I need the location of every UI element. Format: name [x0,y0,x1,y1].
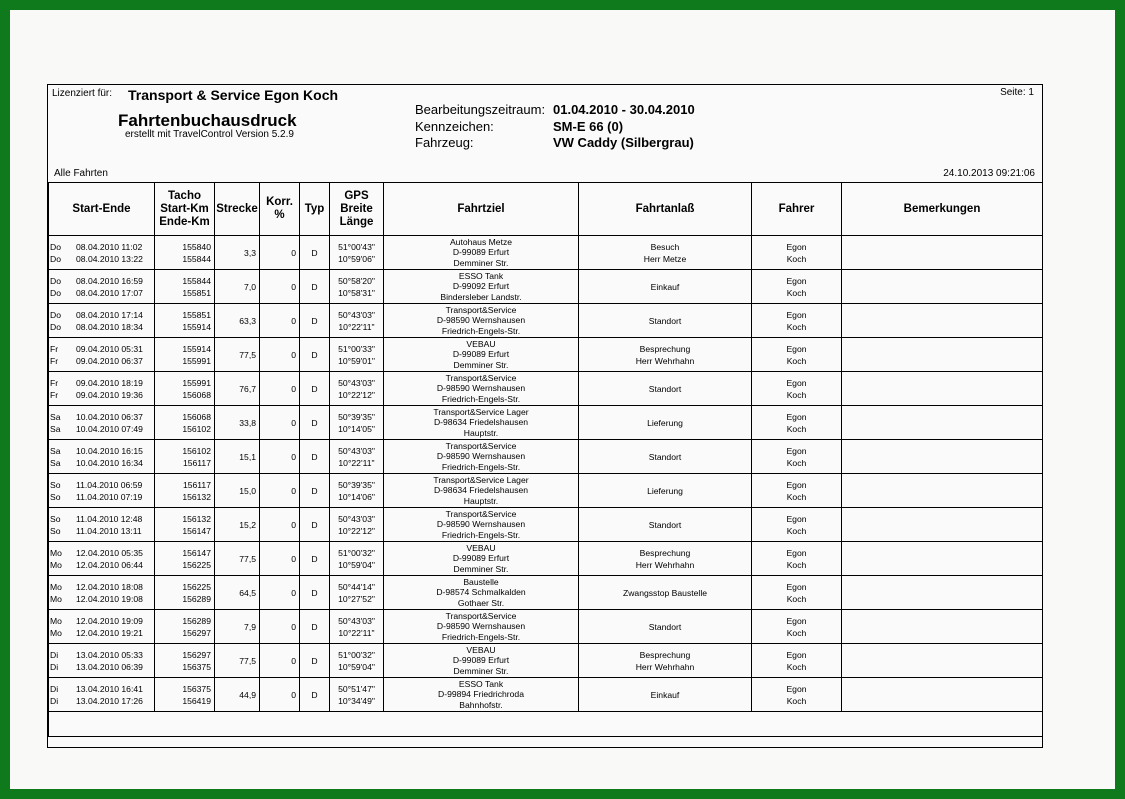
cell-purpose: Zwangsstop Baustelle [579,576,752,610]
cell-gps: 51°00'43" 10°59'06" [330,236,384,270]
cell-type: D [300,508,330,542]
cell-gps: 50°58'20" 10°58'31" [330,270,384,304]
table-row [49,474,1043,508]
table-row [49,372,1043,406]
cell-driver: Egon Koch [752,304,842,338]
cell-korr: 0 [260,440,300,474]
table-row [49,440,1043,474]
licensed-label: Lizenziert für: [52,88,113,99]
col-driver: Fahrer [752,183,842,236]
cell-destination: VEBAU D-99089 Erfurt Demminer Str. [384,542,579,576]
cell-driver: Egon Koch [752,644,842,678]
cell-start-end: Di 13.04.2010 16:41 Di 13.04.2010 17:26 [49,678,155,712]
cell-type: D [300,610,330,644]
plate-label: Kennzeichen: [415,119,494,134]
cell-distance: 15,1 [215,440,260,474]
cell-tacho: 156102 156117 [155,440,215,474]
plate-value: SM-E 66 (0) [553,119,624,134]
cell-distance: 15,0 [215,474,260,508]
cell-driver: Egon Koch [752,610,842,644]
cell-remarks [842,678,1043,712]
cell-korr: 0 [260,610,300,644]
col-type: Typ [300,183,330,236]
cell-korr: 0 [260,542,300,576]
cell-driver: Egon Koch [752,576,842,610]
cell-destination: Transport&Service D-98590 Wernshausen Friedrich-Engels-Str. [384,440,579,474]
vehicle-value: VW Caddy (Silbergrau) [553,135,694,150]
cell-tacho: 156297 156375 [155,644,215,678]
cell-distance: 33,8 [215,406,260,440]
cell-driver: Egon Koch [752,236,842,270]
col-remarks: Bemerkungen [842,183,1043,236]
cell-driver: Egon Koch [752,542,842,576]
cell-remarks [842,304,1043,338]
cell-type: D [300,372,330,406]
cell-tacho: 156132 156147 [155,508,215,542]
cell-tacho: 156289 156297 [155,610,215,644]
cell-gps: 50°44'14" 10°27'52" [330,576,384,610]
cell-start-end: So 11.04.2010 06:59 So 11.04.2010 07:19 [49,474,155,508]
cell-distance: 7,9 [215,610,260,644]
cell-tacho: 155914 155991 [155,338,215,372]
cell-type: D [300,576,330,610]
cell-driver: Egon Koch [752,474,842,508]
version-note: erstellt mit TravelControl Version 5.2.9 [125,129,294,140]
cell-distance: 3,3 [215,236,260,270]
cell-destination: Autohaus Metze D-99089 Erfurt Demminer Str. [384,236,579,270]
cell-korr: 0 [260,372,300,406]
cell-destination: ESSO Tank D-99092 Erfurt Bindersleber Landstr. [384,270,579,304]
cell-purpose: Standort [579,610,752,644]
logbook-document [47,84,1043,748]
cell-destination: Transport&Service D-98590 Wernshausen Friedrich-Engels-Str. [384,372,579,406]
vehicle-label: Fahrzeug: [415,135,474,150]
cell-type: D [300,270,330,304]
cell-type: D [300,304,330,338]
table-row [49,508,1043,542]
cell-driver: Egon Koch [752,440,842,474]
cell-start-end: Fr 09.04.2010 05:31 Fr 09.04.2010 06:37 [49,338,155,372]
cell-destination: VEBAU D-99089 Erfurt Demminer Str. [384,644,579,678]
period-value: 01.04.2010 - 30.04.2010 [553,102,695,117]
cell-distance: 77,5 [215,542,260,576]
cell-purpose: Standort [579,508,752,542]
cell-korr: 0 [260,508,300,542]
cell-remarks [842,270,1043,304]
cell-tacho: 155991 156068 [155,372,215,406]
cell-purpose: Einkauf [579,678,752,712]
cell-remarks [842,406,1043,440]
cell-driver: Egon Koch [752,508,842,542]
cell-tacho: 156068 156102 [155,406,215,440]
cell-tacho: 155840 155844 [155,236,215,270]
table-row [49,576,1043,610]
cell-destination: Transport&Service Lager D-98634 Friedelshausen Hauptstr. [384,406,579,440]
cell-start-end: Do 08.04.2010 11:02 Do 08.04.2010 13:22 [49,236,155,270]
col-start-end: Start-Ende [49,183,155,236]
cell-remarks [842,338,1043,372]
cell-destination: Transport&Service D-98590 Wernshausen Friedrich-Engels-Str. [384,508,579,542]
cell-purpose: Einkauf [579,270,752,304]
table-row [49,304,1043,338]
cell-purpose: Lieferung [579,406,752,440]
col-destination: Fahrtziel [384,183,579,236]
cell-gps: 50°51'47" 10°34'49" [330,678,384,712]
cell-purpose: Standort [579,440,752,474]
cell-korr: 0 [260,576,300,610]
cell-remarks [842,542,1043,576]
cell-gps: 50°43'03" 10°22'12" [330,508,384,542]
cell-gps: 51°00'33" 10°59'01" [330,338,384,372]
cell-remarks [842,236,1043,270]
cell-gps: 50°39'35" 10°14'05" [330,406,384,440]
cell-start-end: Do 08.04.2010 16:59 Do 08.04.2010 17:07 [49,270,155,304]
cell-purpose: Besuch Herr Metze [579,236,752,270]
cell-distance: 7,0 [215,270,260,304]
cell-start-end: So 11.04.2010 12:48 So 11.04.2010 13:11 [49,508,155,542]
cell-start-end: Fr 09.04.2010 18:19 Fr 09.04.2010 19:36 [49,372,155,406]
cell-destination: Baustelle D-98574 Schmalkalden Gothaer Str. [384,576,579,610]
print-page [10,10,1115,789]
cell-type: D [300,236,330,270]
cell-purpose: Lieferung [579,474,752,508]
table-row [49,542,1043,576]
table-footer-row [49,712,1043,737]
table-row [49,338,1043,372]
cell-tacho: 155851 155914 [155,304,215,338]
cell-korr: 0 [260,644,300,678]
cell-purpose: Standort [579,372,752,406]
table-row [49,270,1043,304]
cell-korr: 0 [260,678,300,712]
cell-driver: Egon Koch [752,406,842,440]
cell-destination: Transport&Service D-98590 Wernshausen Friedrich-Engels-Str. [384,610,579,644]
cell-korr: 0 [260,236,300,270]
cell-gps: 50°43'03" 10°22'11" [330,440,384,474]
table-row [49,236,1043,270]
cell-distance: 77,5 [215,644,260,678]
cell-gps: 50°43'03" 10°22'12" [330,372,384,406]
cell-distance: 76,7 [215,372,260,406]
cell-destination: Transport&Service D-98590 Wernshausen Friedrich-Engels-Str. [384,304,579,338]
footer-cell [49,712,1043,737]
cell-start-end: Sa 10.04.2010 16:15 Sa 10.04.2010 16:34 [49,440,155,474]
cell-start-end: Mo 12.04.2010 18:08 Mo 12.04.2010 19:08 [49,576,155,610]
print-timestamp: 24.10.2013 09:21:06 [943,168,1035,179]
page-number: Seite: 1 [1000,87,1034,98]
period-label: Bearbeitungszeitraum: [415,102,546,117]
table-row [49,678,1043,712]
table-row [49,406,1043,440]
cell-distance: 64,5 [215,576,260,610]
cell-distance: 44,9 [215,678,260,712]
cell-start-end: Mo 12.04.2010 19:09 Mo 12.04.2010 19:21 [49,610,155,644]
table-header-row [49,183,1043,236]
trip-table [48,182,1043,737]
cell-distance: 15,2 [215,508,260,542]
cell-type: D [300,678,330,712]
cell-gps: 51°00'32" 10°59'04" [330,644,384,678]
cell-driver: Egon Koch [752,372,842,406]
cell-gps: 50°39'35" 10°14'06" [330,474,384,508]
cell-type: D [300,474,330,508]
cell-purpose: Standort [579,304,752,338]
cell-korr: 0 [260,270,300,304]
cell-start-end: Mo 12.04.2010 05:35 Mo 12.04.2010 06:44 [49,542,155,576]
cell-tacho: 156117 156132 [155,474,215,508]
cell-distance: 77,5 [215,338,260,372]
cell-type: D [300,440,330,474]
cell-remarks [842,474,1043,508]
cell-destination: VEBAU D-99089 Erfurt Demminer Str. [384,338,579,372]
cell-distance: 63,3 [215,304,260,338]
cell-gps: 50°43'03" 10°22'11" [330,304,384,338]
cell-tacho: 156147 156225 [155,542,215,576]
company-name: Transport & Service Egon Koch [128,87,339,103]
cell-korr: 0 [260,338,300,372]
cell-tacho: 156375 156419 [155,678,215,712]
col-distance: Strecke [215,183,260,236]
cell-korr: 0 [260,406,300,440]
document-title: Fahrtenbuchausdruck [118,111,297,130]
cell-korr: 0 [260,304,300,338]
cell-start-end: Di 13.04.2010 05:33 Di 13.04.2010 06:39 [49,644,155,678]
cell-driver: Egon Koch [752,678,842,712]
cell-remarks [842,508,1043,542]
col-korr: Korr. % [260,183,300,236]
cell-gps: 50°43'03" 10°22'11" [330,610,384,644]
cell-start-end: Sa 10.04.2010 06:37 Sa 10.04.2010 07:49 [49,406,155,440]
table-row [49,610,1043,644]
col-purpose: Fahrtanlaß [579,183,752,236]
cell-tacho: 156225 156289 [155,576,215,610]
cell-remarks [842,576,1043,610]
cell-type: D [300,542,330,576]
cell-type: D [300,644,330,678]
col-tacho: Tacho Start-Km Ende-Km [155,183,215,236]
cell-remarks [842,644,1043,678]
col-gps: GPS Breite Länge [330,183,384,236]
cell-tacho: 155844 155851 [155,270,215,304]
cell-driver: Egon Koch [752,338,842,372]
cell-start-end: Do 08.04.2010 17:14 Do 08.04.2010 18:34 [49,304,155,338]
cell-destination: Transport&Service Lager D-98634 Friedelshausen Hauptstr. [384,474,579,508]
cell-driver: Egon Koch [752,270,842,304]
cell-korr: 0 [260,474,300,508]
cell-purpose: Besprechung Herr Wehrhahn [579,644,752,678]
cell-purpose: Besprechung Herr Wehrhahn [579,338,752,372]
cell-remarks [842,372,1043,406]
cell-remarks [842,610,1043,644]
cell-destination: ESSO Tank D-99894 Friedrichroda Bahnhofstr. [384,678,579,712]
cell-gps: 51°00'32" 10°59'04" [330,542,384,576]
filter-label: Alle Fahrten [54,168,108,179]
cell-type: D [300,406,330,440]
table-row [49,644,1043,678]
cell-type: D [300,338,330,372]
cell-purpose: Besprechung Herr Wehrhahn [579,542,752,576]
cell-remarks [842,440,1043,474]
